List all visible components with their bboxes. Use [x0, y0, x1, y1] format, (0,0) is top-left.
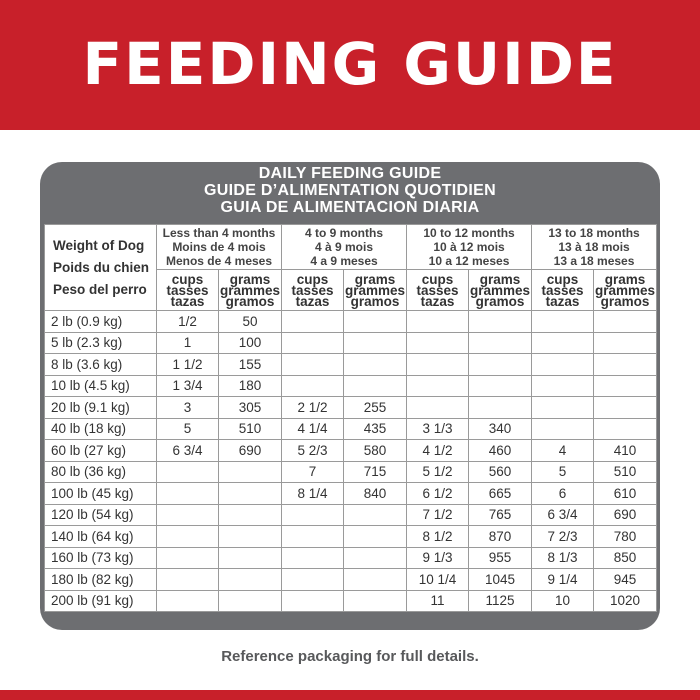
grams-cell: 460: [469, 440, 532, 462]
grams-cell: 50: [219, 311, 282, 333]
cups-cell: [407, 375, 469, 397]
weight-cell: 20 lb (9.1 kg): [45, 397, 157, 419]
grams-unit-header: grams grammes gramos: [595, 271, 656, 309]
cups-cell: [407, 397, 469, 419]
grams-cell: [594, 311, 657, 333]
table-row: [45, 311, 657, 333]
feeding-table: [44, 224, 657, 612]
table-row: [45, 397, 657, 419]
cups-cell: 2 1/2: [282, 397, 344, 419]
bottom-bar: [0, 690, 700, 700]
cups-unit-header: cups tasses tazas: [407, 270, 469, 311]
cups-cell: [532, 332, 594, 354]
grams-cell: 1045: [469, 569, 532, 591]
grams-cell: [344, 375, 407, 397]
cups-cell: 9 1/3: [407, 547, 469, 569]
weight-cell: 180 lb (82 kg): [45, 569, 157, 591]
weight-cell: 160 lb (73 kg): [45, 547, 157, 569]
cups-cell: 6 1/2: [407, 483, 469, 505]
grams-cell: [219, 483, 282, 505]
grams-cell: 870: [469, 526, 532, 548]
grams-cell: [219, 590, 282, 612]
weight-cell: 10 lb (4.5 kg): [45, 375, 157, 397]
table-row: [45, 440, 657, 462]
age-range-header: 10 to 12 months 10 à 12 mois 10 a 12 meses: [407, 225, 532, 270]
table-row: [45, 461, 657, 483]
cups-cell: [282, 375, 344, 397]
grams-cell: 780: [594, 526, 657, 548]
cups-cell: 5: [532, 461, 594, 483]
cups-cell: [282, 504, 344, 526]
cups-cell: 11: [407, 590, 469, 612]
cups-cell: 6: [532, 483, 594, 505]
grams-cell: 255: [344, 397, 407, 419]
grams-cell: 580: [344, 440, 407, 462]
card-title-en: DAILY FEEDING GUIDE: [258, 165, 442, 182]
grams-cell: [344, 354, 407, 376]
grams-cell: [344, 569, 407, 591]
grams-cell: [344, 504, 407, 526]
cups-cell: [157, 569, 219, 591]
card-title-es: GUIA DE ALIMENTACION DIARIA: [220, 199, 480, 216]
grams-cell: [469, 397, 532, 419]
grams-cell: [594, 332, 657, 354]
grams-cell: 100: [219, 332, 282, 354]
weight-cell: 200 lb (91 kg): [45, 590, 157, 612]
table-row: [45, 375, 657, 397]
cups-cell: [157, 504, 219, 526]
grams-cell: 410: [594, 440, 657, 462]
grams-cell: 840: [344, 483, 407, 505]
weight-header-en: Weight of Dog: [53, 237, 145, 253]
cups-cell: 4 1/2: [407, 440, 469, 462]
grams-cell: 765: [469, 504, 532, 526]
cups-cell: [282, 332, 344, 354]
cups-cell: 7: [282, 461, 344, 483]
grams-cell: [344, 547, 407, 569]
grams-cell: [594, 375, 657, 397]
weight-cell: 120 lb (54 kg): [45, 504, 157, 526]
grams-unit-header: grams grammes gramos: [219, 271, 281, 309]
card-title-fr: GUIDE D’ALIMENTATION QUOTIDIEN: [204, 182, 496, 199]
cups-cell: [282, 547, 344, 569]
grams-cell: [219, 504, 282, 526]
cups-cell: [407, 332, 469, 354]
grams-cell: 715: [344, 461, 407, 483]
grams-cell: 510: [594, 461, 657, 483]
grams-cell: 510: [219, 418, 282, 440]
cups-cell: 5 2/3: [282, 440, 344, 462]
table-row: [45, 332, 657, 354]
cups-unit-header: cups tasses tazas: [157, 270, 219, 311]
weight-cell: 8 lb (3.6 kg): [45, 354, 157, 376]
grams-cell: 1125: [469, 590, 532, 612]
grams-cell: 610: [594, 483, 657, 505]
grams-cell: [469, 354, 532, 376]
weight-cell: 2 lb (0.9 kg): [45, 311, 157, 333]
grams-cell: 305: [219, 397, 282, 419]
grams-cell: [219, 526, 282, 548]
cups-cell: [532, 418, 594, 440]
weight-cell: 60 lb (27 kg): [45, 440, 157, 462]
grams-cell: [594, 354, 657, 376]
cups-cell: 1: [157, 332, 219, 354]
grams-cell: 665: [469, 483, 532, 505]
table-row: [45, 526, 657, 548]
table-row: [45, 590, 657, 612]
cups-cell: 4: [532, 440, 594, 462]
cups-cell: 5: [157, 418, 219, 440]
weight-header-es: Peso del perro: [53, 281, 147, 297]
cups-unit-header: cups tasses tazas: [282, 270, 344, 311]
grams-cell: [219, 569, 282, 591]
grams-cell: [469, 311, 532, 333]
grams-cell: 690: [219, 440, 282, 462]
cups-cell: 1/2: [157, 311, 219, 333]
cups-cell: 1 1/2: [157, 354, 219, 376]
cups-cell: [532, 311, 594, 333]
cups-cell: 7 2/3: [532, 526, 594, 548]
grams-cell: [469, 332, 532, 354]
table-row: [45, 547, 657, 569]
cups-cell: [407, 311, 469, 333]
card-title: [40, 165, 660, 216]
grams-cell: 155: [219, 354, 282, 376]
grams-cell: 340: [469, 418, 532, 440]
cups-cell: [532, 375, 594, 397]
grams-cell: [594, 397, 657, 419]
table-row: [45, 354, 657, 376]
cups-cell: 5 1/2: [407, 461, 469, 483]
weight-cell: 5 lb (2.3 kg): [45, 332, 157, 354]
feeding-guide-card: [40, 162, 660, 630]
cups-cell: [532, 354, 594, 376]
cups-cell: 1 3/4: [157, 375, 219, 397]
table-row: [45, 569, 657, 591]
cups-cell: [532, 397, 594, 419]
grams-cell: [344, 311, 407, 333]
grams-cell: [219, 547, 282, 569]
table-row: [45, 483, 657, 505]
weight-header-fr: Poids du chien: [53, 259, 150, 275]
cups-cell: 6 3/4: [157, 440, 219, 462]
weight-column-header: [45, 225, 157, 311]
grams-cell: [469, 375, 532, 397]
cups-cell: [282, 526, 344, 548]
footer-note: Reference packaging for full details.: [221, 648, 479, 665]
cups-cell: [157, 526, 219, 548]
weight-cell: 140 lb (64 kg): [45, 526, 157, 548]
cups-cell: [282, 354, 344, 376]
cups-unit-header: cups tasses tazas: [532, 270, 594, 311]
weight-cell: 80 lb (36 kg): [45, 461, 157, 483]
cups-cell: [407, 354, 469, 376]
age-range-header: Less than 4 months Moins de 4 mois Menos de 4 meses: [157, 225, 282, 270]
grams-cell: 180: [219, 375, 282, 397]
grams-cell: [344, 526, 407, 548]
grams-cell: [594, 418, 657, 440]
cups-cell: 10 1/4: [407, 569, 469, 591]
cups-cell: 9 1/4: [532, 569, 594, 591]
table-row: [45, 418, 657, 440]
grams-cell: 945: [594, 569, 657, 591]
weight-cell: 40 lb (18 kg): [45, 418, 157, 440]
grams-unit-header: grams grammes gramos: [470, 271, 531, 309]
cups-cell: [157, 483, 219, 505]
table-row: [45, 504, 657, 526]
cups-cell: 3: [157, 397, 219, 419]
grams-cell: [344, 332, 407, 354]
weight-cell: 100 lb (45 kg): [45, 483, 157, 505]
cups-cell: [282, 590, 344, 612]
cups-cell: 8 1/3: [532, 547, 594, 569]
page-title: FEEDING GUIDE: [82, 30, 618, 98]
grams-cell: 560: [469, 461, 532, 483]
cups-cell: 8 1/4: [282, 483, 344, 505]
cups-cell: [157, 547, 219, 569]
grams-cell: 850: [594, 547, 657, 569]
age-range-header: 13 to 18 months 13 à 18 mois 13 a 18 meses: [532, 225, 657, 270]
grams-cell: [344, 590, 407, 612]
cups-cell: 8 1/2: [407, 526, 469, 548]
grams-unit-header: grams grammes gramos: [344, 271, 406, 309]
grams-cell: 955: [469, 547, 532, 569]
grams-cell: [219, 461, 282, 483]
grams-cell: 435: [344, 418, 407, 440]
header-banner: [0, 0, 700, 130]
cups-cell: 3 1/3: [407, 418, 469, 440]
cups-cell: [282, 569, 344, 591]
grams-cell: 1020: [594, 590, 657, 612]
cups-cell: 6 3/4: [532, 504, 594, 526]
grams-cell: 690: [594, 504, 657, 526]
cups-cell: [157, 590, 219, 612]
cups-cell: 4 1/4: [282, 418, 344, 440]
cups-cell: [282, 311, 344, 333]
cups-cell: 10: [532, 590, 594, 612]
cups-cell: 7 1/2: [407, 504, 469, 526]
cups-cell: [157, 461, 219, 483]
age-range-header: 4 to 9 months 4 à 9 mois 4 a 9 meses: [282, 225, 407, 270]
